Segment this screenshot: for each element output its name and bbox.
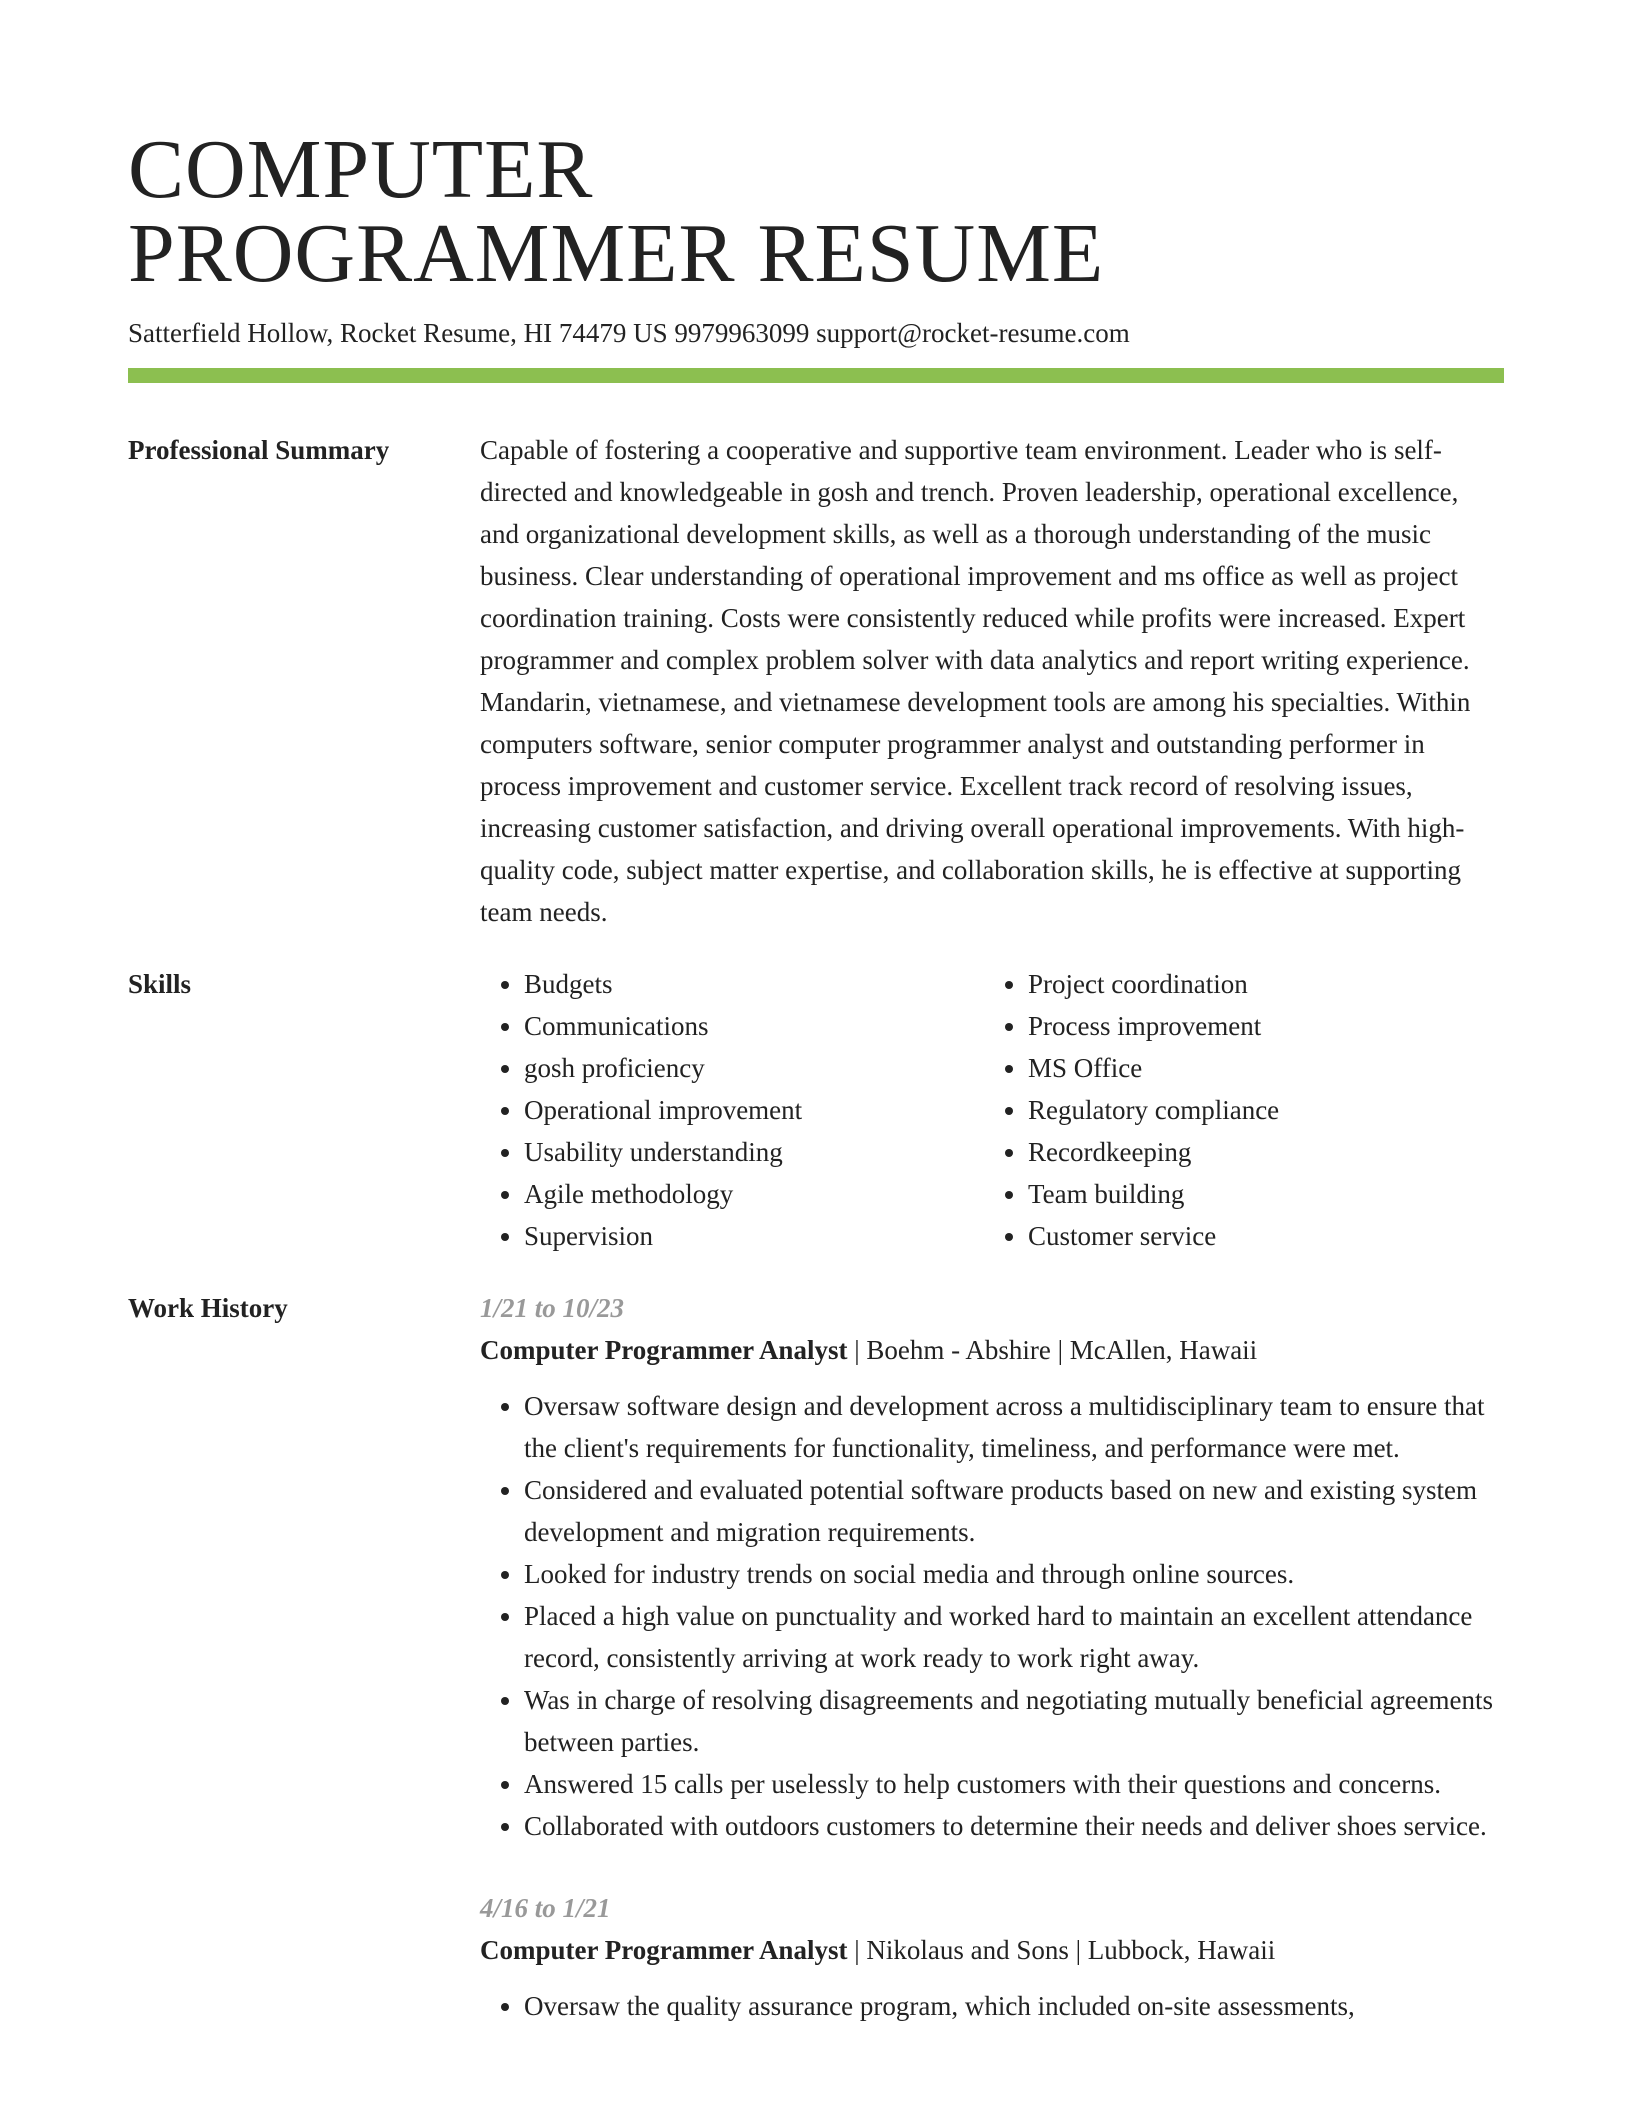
skill-item: • Team building <box>1028 1173 1488 1215</box>
job-bullet: • Oversaw software design and development across a multidisciplinary team to ensure that the client's requirements for functionality, timeliness, and performance were met. <box>524 1385 1504 1469</box>
summary-label: Professional Summary <box>128 435 390 465</box>
skill-item: • Recordkeeping <box>1028 1131 1488 1173</box>
job-dates: 1/21 to 10/23 <box>480 1293 625 1323</box>
job-bullet: • Considered and evaluated potential software products based on new and existing system development and migration requirements. <box>524 1469 1504 1553</box>
skill-item: • gosh proficiency <box>524 1047 984 1089</box>
skill-item: • Usability understanding <box>524 1131 984 1173</box>
skills-list-left <box>480 963 984 1257</box>
skill-item: • Budgets <box>524 963 984 1005</box>
job-bullet: • Collaborated with outdoors customers to determine their needs and deliver shoes service. <box>524 1805 1504 1847</box>
job-bullets <box>480 1385 1504 1847</box>
job-employer-location: | Boehm - Abshire | McAllen, Hawaii <box>847 1335 1258 1365</box>
resume-page <box>128 123 1504 2067</box>
job-role: Computer Programmer Analyst <box>480 1935 848 1965</box>
job-role: Computer Programmer Analyst <box>480 1335 848 1365</box>
skill-item: • MS Office <box>1028 1047 1488 1089</box>
skills-list-right <box>984 963 1488 1257</box>
skill-item: • Project coordination <box>1028 963 1488 1005</box>
skill-item: • Communications <box>524 1005 984 1047</box>
skill-item: • Process improvement <box>1028 1005 1488 1047</box>
summary-text: Capable of fostering a cooperative and supportive team environment. Leader who is self-directed and knowledgeable in gosh and trench. Proven leadership, operational excellence, and organizational development skills, as well as a thorough understanding of the music business. Clear understanding of operational improvement and ms office as well as project coordination training. Costs were consistently reduced while profits were increased. Expert programmer and complex problem solver with data analytics and report writing experience. Mandarin, vietnamese, and vietnamese development tools are among his specialties. Within computers software, senior computer programmer analyst and outstanding performer in process improvement and customer service. Excellent track record of resolving issues, increasing customer satisfaction, and driving overall operational improvements. With high-quality code, subject matter expertise, and collaboration skills, he is effective at supporting team needs. <box>480 435 1471 927</box>
job-heading <box>480 1329 1504 1371</box>
job-entry <box>480 1287 1504 1847</box>
work-history-section <box>128 1287 1504 2067</box>
skill-item: • Regulatory compliance <box>1028 1089 1488 1131</box>
job-employer-location: | Nikolaus and Sons | Lubbock, Hawaii <box>847 1935 1276 1965</box>
accent-divider <box>128 368 1504 383</box>
job-bullet: • Was in charge of resolving disagreements and negotiating mutually beneficial agreements between parties. <box>524 1679 1504 1763</box>
summary-section <box>128 429 1504 933</box>
job-bullet: • Looked for industry trends on social media and through online sources. <box>524 1553 1504 1595</box>
skill-item: • Customer service <box>1028 1215 1488 1257</box>
skill-item: • Supervision <box>524 1215 984 1257</box>
job-dates: 4/16 to 1/21 <box>480 1893 611 1923</box>
job-bullet: • Placed a high value on punctuality and worked hard to maintain an excellent attendance record, consistently arriving at work ready to work right away. <box>524 1595 1504 1679</box>
job-bullets <box>480 1985 1504 2027</box>
work-history-label: Work History <box>128 1293 288 1323</box>
job-heading <box>480 1929 1504 1971</box>
resume-title <box>128 123 1504 300</box>
contact-info: Satterfield Hollow, Rocket Resume, HI 74479 US 9979963099 support@rocket-resume.com <box>128 318 1130 348</box>
skills-label: Skills <box>128 969 192 999</box>
skill-item: • Agile methodology <box>524 1173 984 1215</box>
job-bullet: • Oversaw the quality assurance program, which included on-site assessments, <box>524 1985 1504 2027</box>
title-line-1: COMPUTER <box>128 123 594 216</box>
job-entry <box>480 1887 1504 2027</box>
skill-item: • Operational improvement <box>524 1089 984 1131</box>
job-bullet: • Answered 15 calls per uselessly to help customers with their questions and concerns. <box>524 1763 1504 1805</box>
skills-section <box>128 963 1504 1257</box>
title-line-2: PROGRAMMER RESUME <box>128 207 1105 300</box>
